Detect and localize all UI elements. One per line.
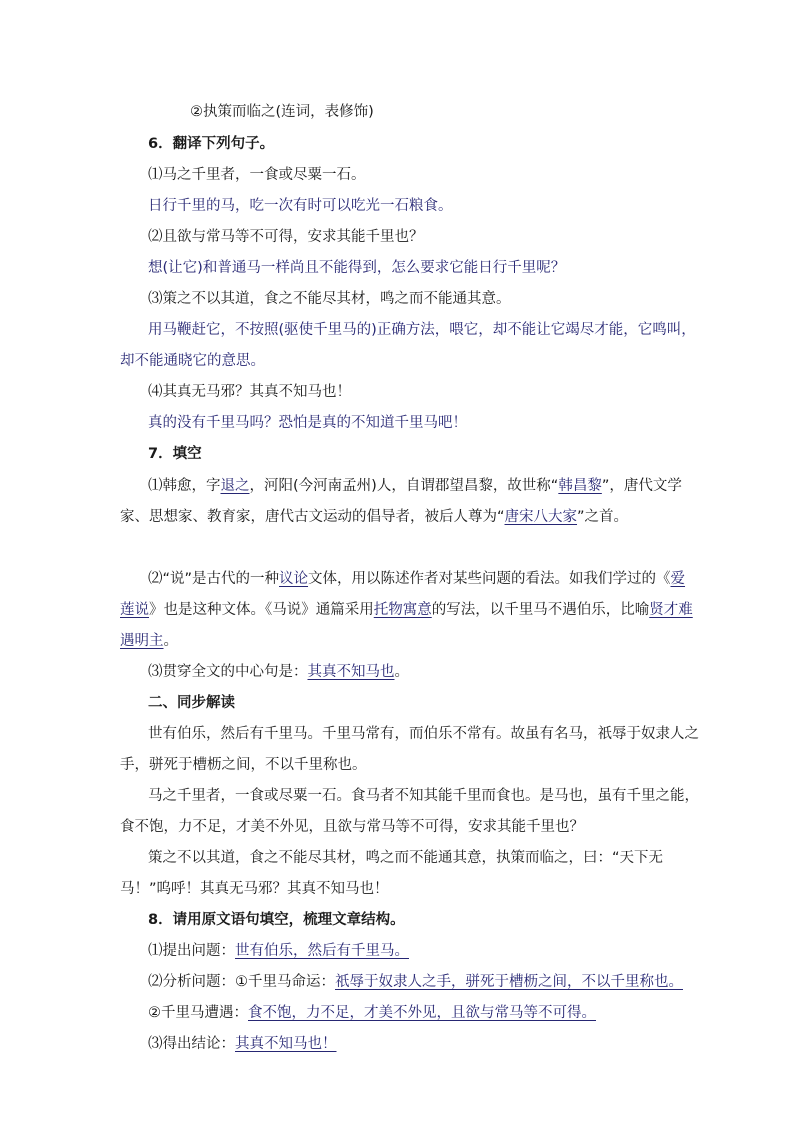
text: 家、思想家、教育家，唐代古文运动的倡导者，被后人尊为“ <box>120 509 505 525</box>
blank-answer: 退之 <box>220 478 250 494</box>
text: ，河阳(今河南孟州)人，自谓郡望昌黎，故世称“ <box>249 478 559 494</box>
text: 手，骈死于槽枥之间，不以千里称也。 <box>120 757 367 773</box>
q6-answer-4 <box>148 413 467 433</box>
text: 6．翻译下列句子。 <box>148 136 275 152</box>
text: 7．填空 <box>148 446 202 462</box>
text: 马！”呜呼！其真无马邪？其真不知马也！ <box>120 881 389 897</box>
text: 。 <box>163 633 178 649</box>
q7-item-2-line1 <box>148 569 685 589</box>
blank-answer: 贤才难 <box>649 602 693 618</box>
text: ⑶得出结论： <box>148 1036 235 1052</box>
text: ⑴马之千里者，一食或尽粟一石。 <box>148 167 366 183</box>
text: 策之不以其道，食之不能尽其材，鸣之而不能通其意，执策而临之，曰：“天下无 <box>148 850 664 866</box>
q7-item-3 <box>148 662 409 682</box>
blank-answer: 韩昌黎 <box>558 478 602 494</box>
text: 》也是这种文体。《马说》通篇采用 <box>149 602 374 618</box>
blank-answer: 爱 <box>670 571 686 587</box>
text: 想(让它)和普通马一样尚且不能得到，怎么要求它能日行千里呢？ <box>148 260 566 276</box>
text: 食不饱，力不足，才美不外见，且欲与常马等不可得，安求其能千里也？ <box>120 819 584 835</box>
text: 8．请用原文语句填空，梳理文章结构。 <box>148 912 405 928</box>
text: ②千里马遭遇： <box>148 1005 248 1021</box>
text: 的写法，以千里马不遇伯乐，比喻 <box>431 602 650 618</box>
text: ”，唐代文学 <box>601 478 682 494</box>
q6-sentence-2 <box>148 227 424 247</box>
blank-answer: 遇明主 <box>120 633 164 649</box>
q8-item-2b <box>148 1003 596 1023</box>
blank-answer: 食不饱，力不足，才美不外见，且欲与常马等不可得。 <box>248 1005 596 1021</box>
passage-p2-line2 <box>120 817 584 837</box>
q6-sentence-4 <box>148 382 351 402</box>
blank-answer: 莲说 <box>120 602 149 618</box>
blank-answer: 议论 <box>279 571 309 587</box>
q6-sentence-1 <box>148 165 366 185</box>
blank-answer: 唐宋八大家 <box>504 509 578 525</box>
q6-answer-3-line2 <box>120 351 265 371</box>
passage-p1-line2 <box>120 755 367 775</box>
q7-item-1-line2 <box>120 507 628 527</box>
text: ⑶策之不以其道，食之不能尽其材，鸣之而不能通其意。 <box>148 291 511 307</box>
blank-answer: 其真不知马也！ <box>235 1036 337 1052</box>
text: ⑴韩愈，字 <box>148 478 221 494</box>
text: 用马鞭赶它，不按照(驱使千里马的)正确方法，喂它，却不能让它竭尽才能，它鸣叫， <box>148 322 696 338</box>
text: ”之首。 <box>577 509 629 525</box>
passage-p3-line1 <box>148 848 663 868</box>
q8-item-3 <box>148 1034 337 1054</box>
blank-answer: 其真不知马也 <box>307 664 395 680</box>
blank-answer: 托物寓意 <box>373 602 432 618</box>
q6-answer-3-line1 <box>148 320 696 340</box>
text: 世有伯乐，然后有千里马。千里马常有，而伯乐不常有。故虽有名马，祇辱于奴隶人之 <box>148 726 699 742</box>
q8-item-2 <box>148 972 683 992</box>
q7-item-1-line1 <box>148 476 682 496</box>
passage-p3-line2 <box>120 879 389 899</box>
text: ⑴提出问题： <box>148 943 235 959</box>
text: ②执策而临之(连词，表修饰) <box>190 104 374 120</box>
q6-answer-1 <box>148 196 453 216</box>
q6-sentence-3 <box>148 289 511 309</box>
text: 马之千里者，一食或尽粟一石。食马者不知其能千里而食也。是马也，虽有千里之能， <box>148 788 699 804</box>
q7-item-2-line2 <box>120 600 693 620</box>
text: ⑶贯穿全文的中心句是： <box>148 664 308 680</box>
passage-p2-line1 <box>148 786 699 806</box>
text: 二、同步解读 <box>148 695 235 711</box>
q5-item-2 <box>190 102 374 122</box>
text: ⑵且欲与常马等不可得，安求其能千里也？ <box>148 229 424 245</box>
text: 文体，用以陈述作者对某些问题的看法。如我们学过的《 <box>308 571 671 587</box>
passage-p1-line1 <box>148 724 699 744</box>
text: 日行千里的马，吃一次有时可以吃光一石粮食。 <box>148 198 453 214</box>
q6-answer-2 <box>148 258 565 278</box>
blank-answer: 祇辱于奴隶人之手，骈死于槽枥之间，不以千里称也。 <box>335 974 683 990</box>
section-heading <box>148 693 235 713</box>
text: ⑵分析问题：①千里马命运： <box>148 974 335 990</box>
text: 。 <box>394 664 409 680</box>
text: 却不能通晓它的意思。 <box>120 353 265 369</box>
q7-title <box>148 444 202 464</box>
q6-title <box>148 134 274 154</box>
text: ⑵“说”是古代的一种 <box>148 571 280 587</box>
q8-item-1 <box>148 941 409 961</box>
q8-title <box>148 910 405 930</box>
q7-item-2-line3 <box>120 631 178 651</box>
text: 真的没有千里马吗？恐怕是真的不知道千里马吧！ <box>148 415 467 431</box>
text: ⑷其真无马邪？其真不知马也！ <box>148 384 351 400</box>
blank-answer: 世有伯乐，然后有千里马。 <box>235 943 409 959</box>
